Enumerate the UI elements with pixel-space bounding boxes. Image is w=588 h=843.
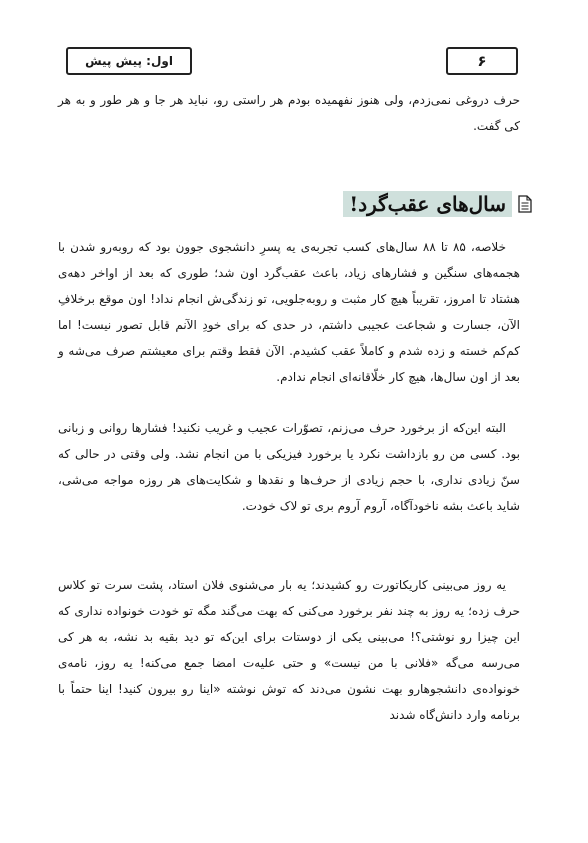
paragraph-examples-text: یه روز می‌بینی کاریکاتورت رو کشیدند؛ یه بار می‌شنوی فلان استاد، پشت سرت تو کلاس حرف زده؛ یه روز به چند نفر برخورد می‌کنی که بهت می‌گند مگه تو خودت خونواده نداری که این چیزا رو نوشتی؟! می‌بینی یکی از دوستات برای این‌که تو دید بقیه بد نشه، به هر کی می‌رسه می‌گه «فلانی با من نیست» و حتی علیه‌ت امضا جمع می‌کنه! یه روز، نامه‌ی خونواده‌ی دانشجوهارو بهت نشون می‌دند که توش نوشته «اینا رو بیرون کنید! اینا حتماً با برنامه وارد دانش‌گاه شدند [58, 578, 520, 722]
page-number: ۶ [446, 47, 518, 75]
paragraph-intro: حرف دروغی نمی‌زدم، ولی هنوز نفهمیده بودم هر راستی رو، نباید هر جا و هر طور و به هر کی گفت. [58, 93, 520, 133]
section-title: سال‌های عقب‌گرد! [343, 191, 512, 217]
section-heading [343, 191, 532, 217]
chapter-label: اول: پیش پیش [66, 47, 192, 75]
paragraph-examples [58, 572, 520, 728]
paragraph-summary-text: خلاصه، ۸۵ تا ۸۸ سال‌های کسب تجربه‌ی یه پسرِ دانشجوی جوون بود که روبه‌رو شدن با هجمه‌های سنگین و فشارهای زیاد، باعث عقب‌گرد اون شد؛ طوری که بعد از اواخر دهه‌ی هشتاد تا امروز، تقریباً هیچ کار مثبت و روبه‌جلویی، تو زندگی‌ش انجام نداد! اون موقع برخلافِ الآن، جسارت و شجاعت عجیبی داشتم، در حدی که برای خودِ الآنم قابل تصور نیست! اما کم‌کم خسته و زده شدم و کاملاً عقب کشیدم. الآن فقط وقتم برای معیشتم صرف می‌شه و بعد از اون سال‌ها، هیچ کار خلّاقانه‌ای انجام ندادم. [58, 240, 520, 384]
paragraph-clarification-text: البته این‌که از برخورد حرف می‌زنم، تصوّرات عجیب و غریب نکنید! فشارها روانی و زبانی بود. کسی من رو بازداشت نکرد یا برخورد فیزیکی با من انجام نشد. ولی وقتی در حالی که سنّ زیادی نداری، با حجم زیادی از حرف‌ها و نقدها و شکایت‌های هر روزه مواجه می‌شی، شاید باعث بشه ناخودآگاه، آروم آروم بری تو لاک خودت. [58, 421, 520, 513]
document-icon [518, 195, 532, 213]
paragraph-summary [58, 234, 520, 390]
paragraph-clarification [58, 415, 520, 519]
